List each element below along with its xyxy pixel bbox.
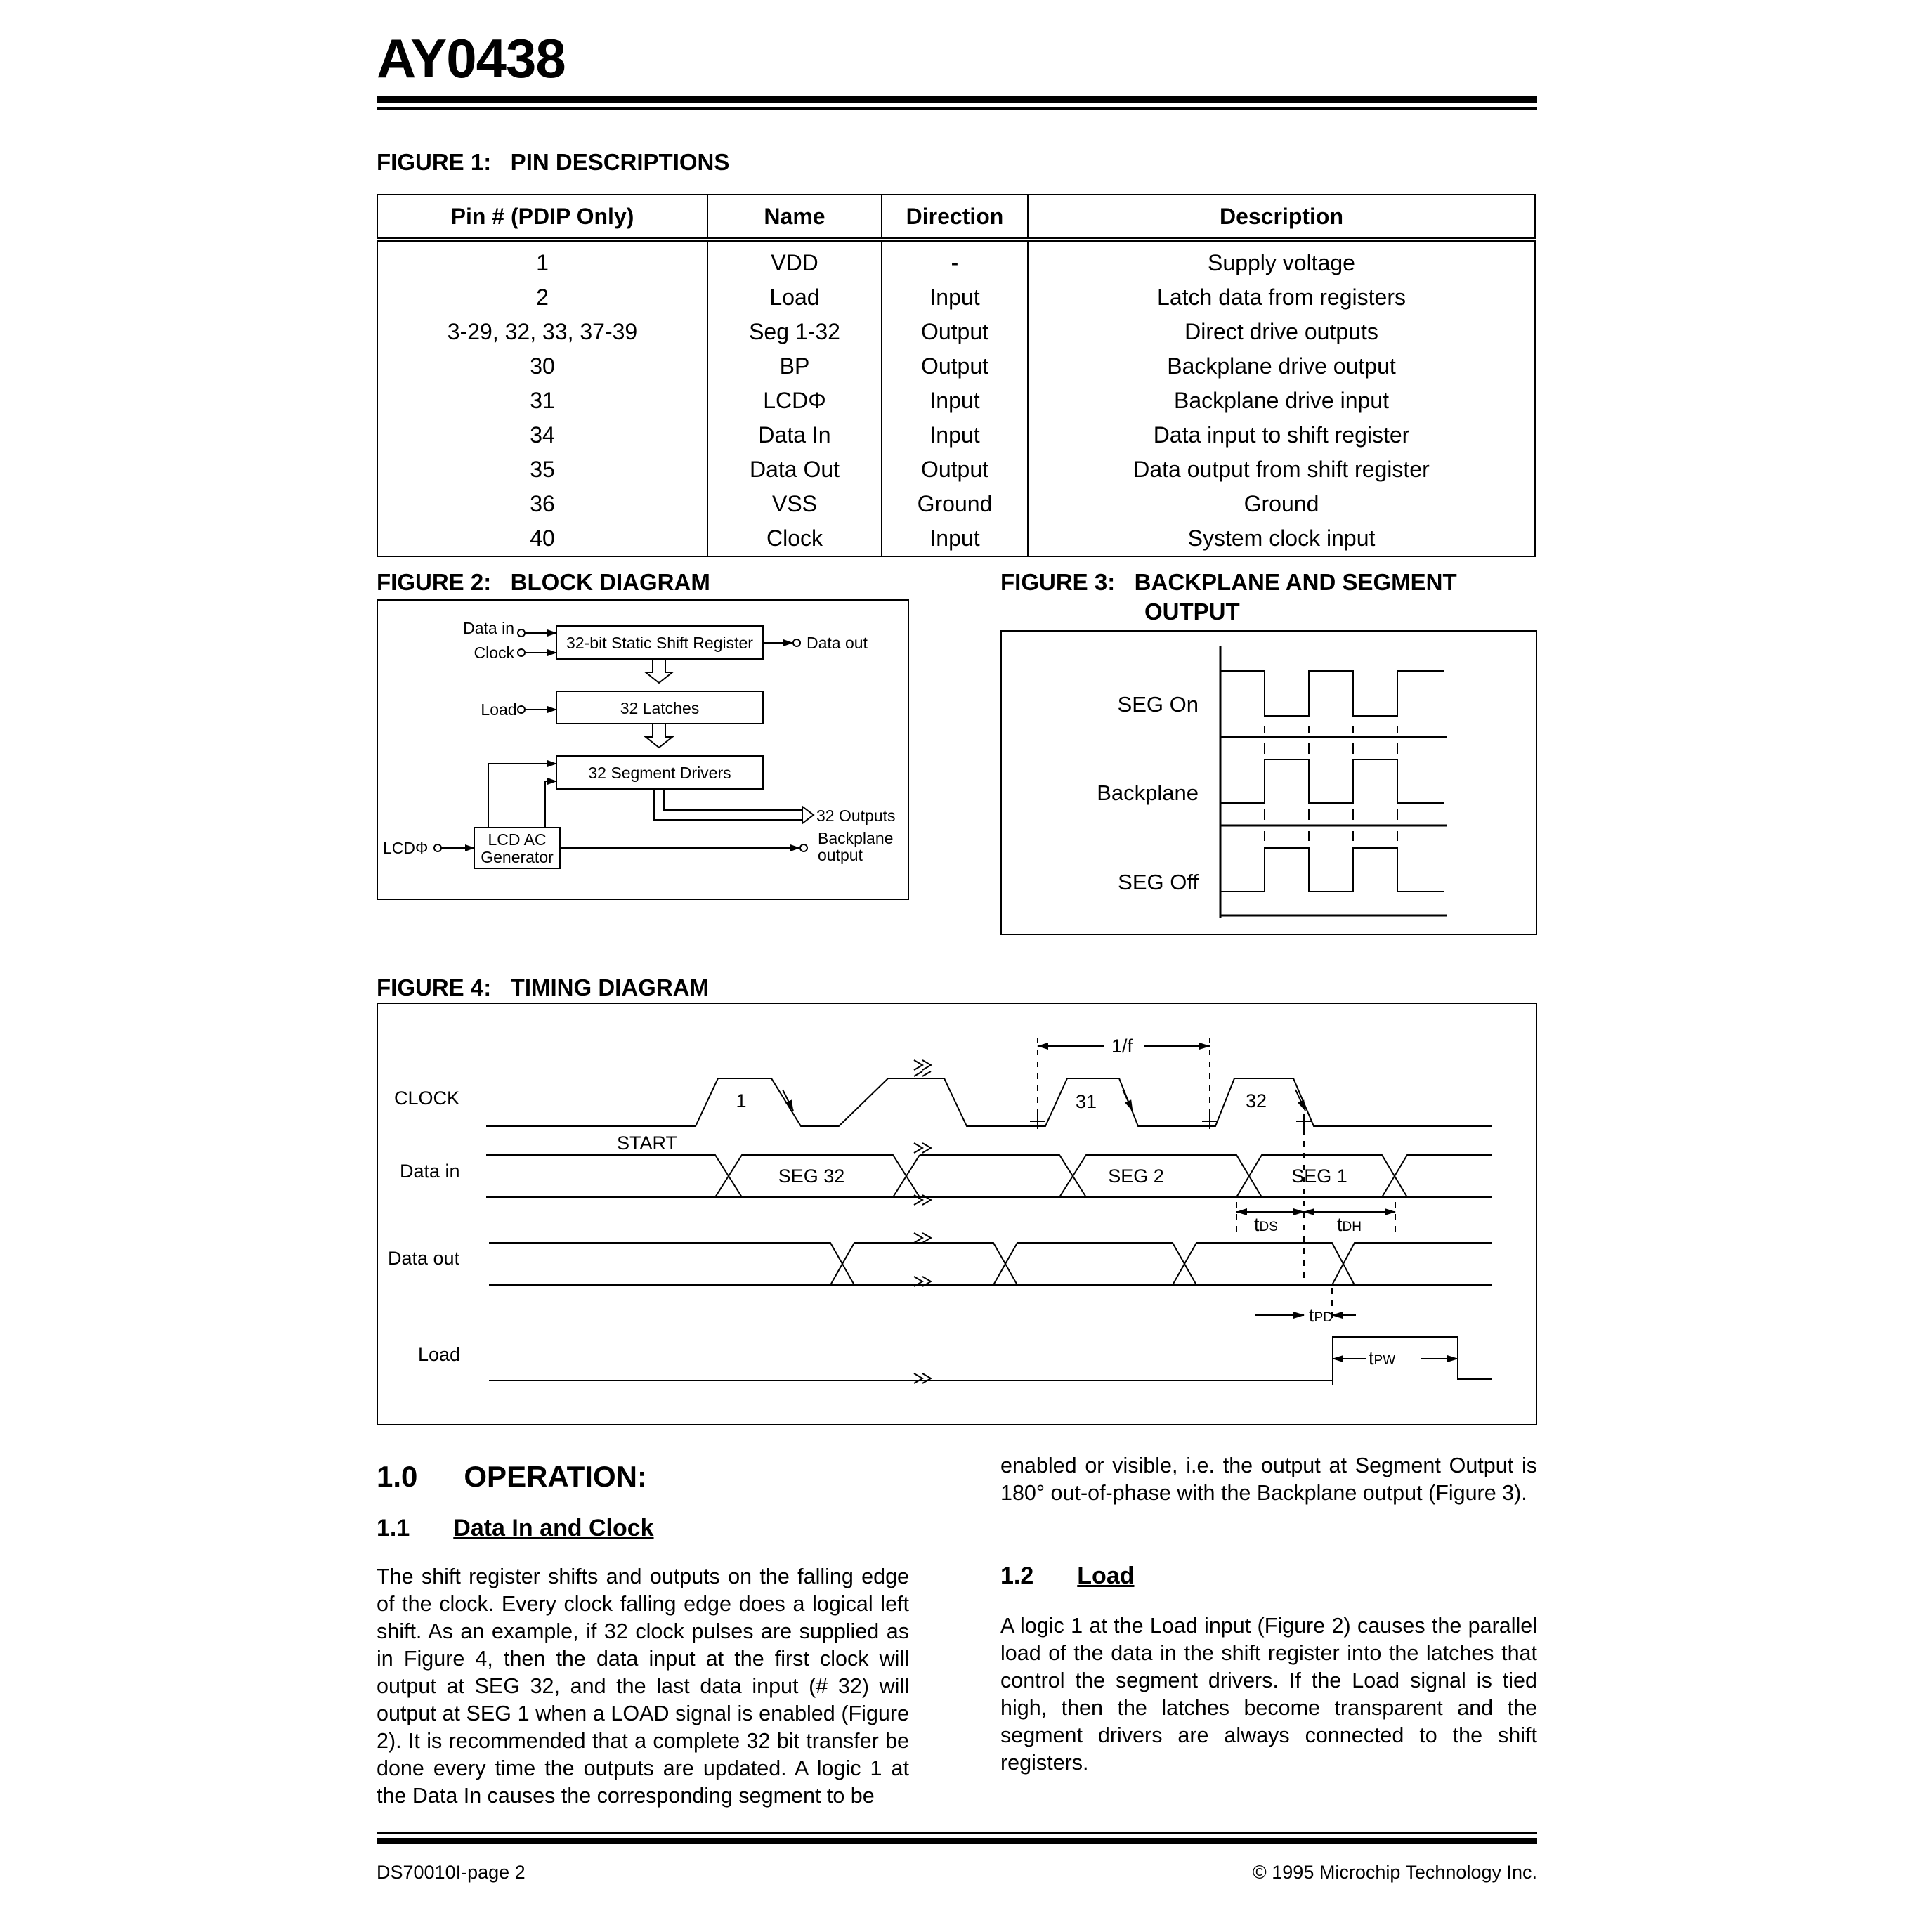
subsection-title: Data In and Clock	[453, 1515, 654, 1541]
subsection-number: 1.2	[1000, 1562, 1034, 1589]
section-title: OPERATION:	[464, 1460, 647, 1493]
table-cell: 35	[377, 452, 707, 487]
col-name: Name	[707, 195, 882, 240]
label-data-out: Data out	[807, 634, 868, 652]
label-seg-32: SEG 32	[778, 1166, 845, 1187]
label-data-in: Data in	[400, 1161, 460, 1182]
subsection-number: 1.1	[377, 1515, 410, 1541]
label-load: Load	[481, 700, 517, 719]
table-cell: VSS	[707, 487, 882, 521]
label-clock: Clock	[474, 644, 514, 662]
figure2-caption: FIGURE 2: BLOCK DIAGRAM	[377, 569, 710, 595]
block-diagram	[377, 599, 909, 900]
pin-table-body	[377, 240, 1535, 556]
label-seg-2: SEG 2	[1108, 1166, 1164, 1187]
table-cell: 36	[377, 487, 707, 521]
table-cell: Output	[882, 349, 1028, 384]
table-cell: 40	[377, 521, 707, 556]
figure3-caption-line2: OUTPUT	[1144, 599, 1240, 625]
label-pulse-1: 1	[736, 1090, 747, 1111]
table-cell: Backplane drive output	[1028, 349, 1535, 384]
label-start: START	[617, 1133, 678, 1154]
figure3-caption: FIGURE 3: BACKPLANE AND SEGMENT	[1000, 569, 1457, 595]
footer-rule	[377, 1838, 1537, 1844]
table-cell: Backplane drive input	[1028, 384, 1535, 418]
label-pulse-31: 31	[1075, 1091, 1097, 1112]
table-cell: Ground	[1028, 487, 1535, 521]
label-period: 1/f	[1111, 1036, 1133, 1057]
table-cell: Input	[882, 521, 1028, 556]
table-cell: Load	[707, 280, 882, 315]
table-cell: 1	[377, 240, 707, 280]
col-description: Description	[1028, 195, 1535, 240]
label-seg-off: SEG Off	[1118, 870, 1199, 894]
table-cell: Latch data from registers	[1028, 280, 1535, 315]
table-cell: LCDΦ	[707, 384, 882, 418]
section-1-2-paragraph: A logic 1 at the Load input (Figure 2) causes the parallel load of the data in the shift register into the latches that control the segment drivers. If the Load signal is tied high, then the latches become transparent and the segment drivers are always connected to the shift registers.	[1000, 1614, 1537, 1775]
timing-diagram	[377, 1003, 1537, 1425]
label-backplane: Backplane	[1097, 781, 1199, 805]
label-clock: CLOCK	[394, 1088, 460, 1109]
pin-table	[377, 194, 1536, 557]
table-cell: -	[882, 240, 1028, 280]
section-1-1-paragraph: The shift register shifts and outputs on the falling edge of the clock. Every clock falling edge does a logical left shift. As an example, if 32 clock pulses are supplied as in Figure 4, then the data input at the first clock will output at SEG 32, and the last data input (# 32) will output at SEG 1 when a LOAD signal is enabled (Figure 2). It is recommended that a complete 32 bit transfer be done every time the outputs are updated. A logic 1 at the Data In causes the corresponding segment to be	[377, 1565, 909, 1808]
break-marks	[914, 1060, 931, 1383]
table-row	[377, 280, 1535, 315]
label-tpd	[1309, 1305, 1333, 1326]
label-tdh	[1337, 1214, 1362, 1235]
table-cell: Ground	[882, 487, 1028, 521]
table-cell: 2	[377, 280, 707, 315]
table-cell: Data Out	[707, 452, 882, 487]
label-data-in: Data in	[463, 619, 514, 637]
table-cell: Input	[882, 384, 1028, 418]
seg-on-waveform	[1220, 671, 1444, 716]
header-rule	[377, 96, 1537, 103]
label-backplane: Backplane	[818, 829, 894, 847]
section-1-1-continuation: enabled or visible, i.e. the output at Segment Output is 180° out-of-phase with the Backplane output (Figure 3).	[1000, 1454, 1537, 1505]
footer-rule-thin	[377, 1832, 1537, 1834]
table-row	[377, 452, 1535, 487]
section-number: 1.0	[377, 1460, 418, 1493]
label-segment-drivers: 32 Segment Drivers	[588, 764, 731, 782]
col-direction: Direction	[882, 195, 1028, 240]
table-cell: Data output from shift register	[1028, 452, 1535, 487]
label-seg-1: SEG 1	[1291, 1166, 1347, 1187]
subsection-1-2-heading	[1000, 1562, 1134, 1590]
table-cell: VDD	[707, 240, 882, 280]
table-cell: BP	[707, 349, 882, 384]
label-32-outputs: 32 Outputs	[816, 807, 896, 825]
tds-sub: DS	[1259, 1220, 1278, 1234]
table-row	[377, 315, 1535, 349]
label-latches: 32 Latches	[620, 699, 700, 717]
label-data-out: Data out	[388, 1248, 460, 1269]
header-rule-thin	[377, 107, 1537, 110]
col-pin: Pin # (PDIP Only)	[377, 195, 707, 240]
backplane-waveform	[1220, 759, 1444, 803]
table-cell: 31	[377, 384, 707, 418]
page-title: AY0438	[377, 27, 566, 89]
table-cell: Input	[882, 280, 1028, 315]
label-shift-register: 32-bit Static Shift Register	[566, 634, 753, 652]
table-cell: Supply voltage	[1028, 240, 1535, 280]
label-backplane-output: output	[818, 846, 863, 864]
table-cell: Output	[882, 452, 1028, 487]
footer-page: DS70010I-page 2	[377, 1862, 526, 1883]
tds-t: t	[1254, 1214, 1260, 1235]
table-row	[377, 384, 1535, 418]
table-cell: System clock input	[1028, 521, 1535, 556]
tpw-t: t	[1369, 1347, 1374, 1369]
table-row	[377, 521, 1535, 556]
table-row	[377, 487, 1535, 521]
tpd-sub: PD	[1314, 1310, 1333, 1325]
table-cell: 30	[377, 349, 707, 384]
figure4-caption: FIGURE 4: TIMING DIAGRAM	[377, 974, 709, 1000]
label-generator: Generator	[481, 848, 554, 866]
table-cell: Direct drive outputs	[1028, 315, 1535, 349]
tdh-sub: DH	[1342, 1220, 1362, 1234]
label-tds	[1254, 1214, 1278, 1235]
subsection-title: Load	[1077, 1562, 1135, 1589]
label-lcd-phi: LCDΦ	[383, 839, 429, 857]
table-cell: Input	[882, 418, 1028, 452]
backplane-segment-diagram	[1000, 630, 1537, 935]
label-load: Load	[418, 1344, 461, 1365]
label-lcd-ac: LCD AC	[488, 830, 547, 849]
table-row	[377, 240, 1535, 280]
table-row	[377, 349, 1535, 384]
data-out-waveform	[489, 1243, 1492, 1285]
table-cell: Data input to shift register	[1028, 418, 1535, 452]
subsection-1-1-heading	[377, 1515, 654, 1542]
table-cell: Seg 1-32	[707, 315, 882, 349]
footer-copyright: © 1995 Microchip Technology Inc.	[1252, 1862, 1537, 1883]
tdh-t: t	[1337, 1214, 1343, 1235]
table-cell: Output	[882, 315, 1028, 349]
table-cell: 3-29, 32, 33, 37-39	[377, 315, 707, 349]
section-heading	[377, 1460, 647, 1494]
figure1-caption: FIGURE 1: PIN DESCRIPTIONS	[377, 149, 730, 175]
table-cell: Data In	[707, 418, 882, 452]
table-cell: 34	[377, 418, 707, 452]
table-cell: Clock	[707, 521, 882, 556]
label-pulse-32: 32	[1245, 1090, 1267, 1111]
clock-waveform	[486, 1078, 1492, 1126]
seg-off-waveform	[1220, 848, 1444, 892]
label-seg-on: SEG On	[1117, 692, 1199, 717]
table-row	[377, 418, 1535, 452]
tpd-t: t	[1309, 1305, 1314, 1326]
tpw-sub: PW	[1373, 1353, 1396, 1368]
label-tpw	[1369, 1347, 1395, 1369]
